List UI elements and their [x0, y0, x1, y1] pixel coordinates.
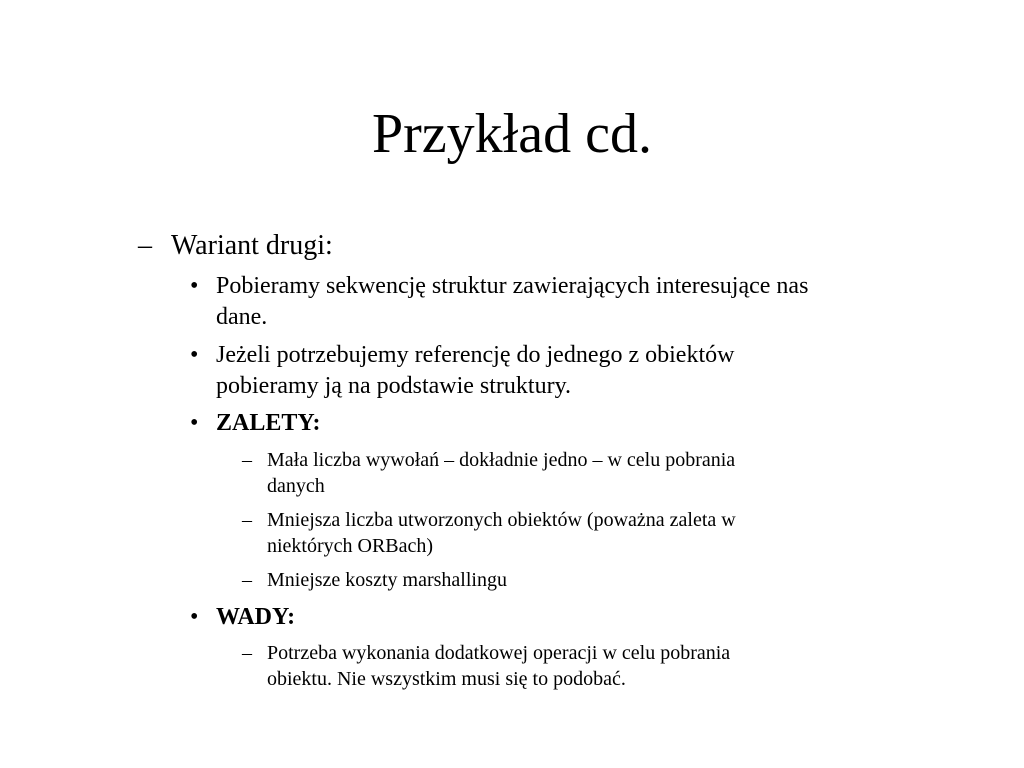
bullet-marker: •: [190, 410, 199, 436]
sub-item-text-line: Mniejsze koszty marshallingu: [267, 569, 507, 591]
sub-item-text-line: Mała liczba wywołań – dokładnie jedno – w celu pobrania: [267, 449, 736, 471]
bullet-text-line: dane.: [216, 304, 268, 330]
dash-marker: –: [242, 509, 252, 531]
outline-text: Wariant drugi:: [171, 230, 333, 261]
sub-item-text-line: danych: [267, 475, 325, 497]
bullet-heading: ZALETY:: [216, 410, 321, 436]
bullet-marker: •: [190, 604, 199, 630]
bullet-text-line: Pobieramy sekwencję struktur zawierających interesujące nas: [216, 273, 809, 299]
sub-item-text-line: Mniejsza liczba utworzonych obiektów (poważna zaleta w: [267, 509, 736, 531]
bullet-text-line: pobieramy ją na podstawie struktury.: [216, 373, 572, 399]
dash-marker: –: [242, 449, 252, 471]
sub-item-text-line: niektórych ORBach): [267, 535, 434, 557]
bullet-marker: •: [190, 273, 199, 299]
bullet-heading: WADY:: [216, 604, 296, 630]
bullet-text-line: Jeżeli potrzebujemy referencję do jednego z obiektów: [216, 342, 735, 368]
dash-marker: –: [242, 642, 252, 664]
sub-item-text-line: obiektu. Nie wszystkim musi się to podobać.: [267, 668, 626, 690]
dash-marker: –: [242, 569, 252, 591]
bullet-marker: •: [190, 342, 199, 368]
sub-item-text-line: Potrzeba wykonania dodatkowej operacji w celu pobrania: [267, 642, 731, 664]
dash-marker: –: [138, 230, 152, 261]
slide-title: Przykład cd.: [372, 103, 652, 165]
